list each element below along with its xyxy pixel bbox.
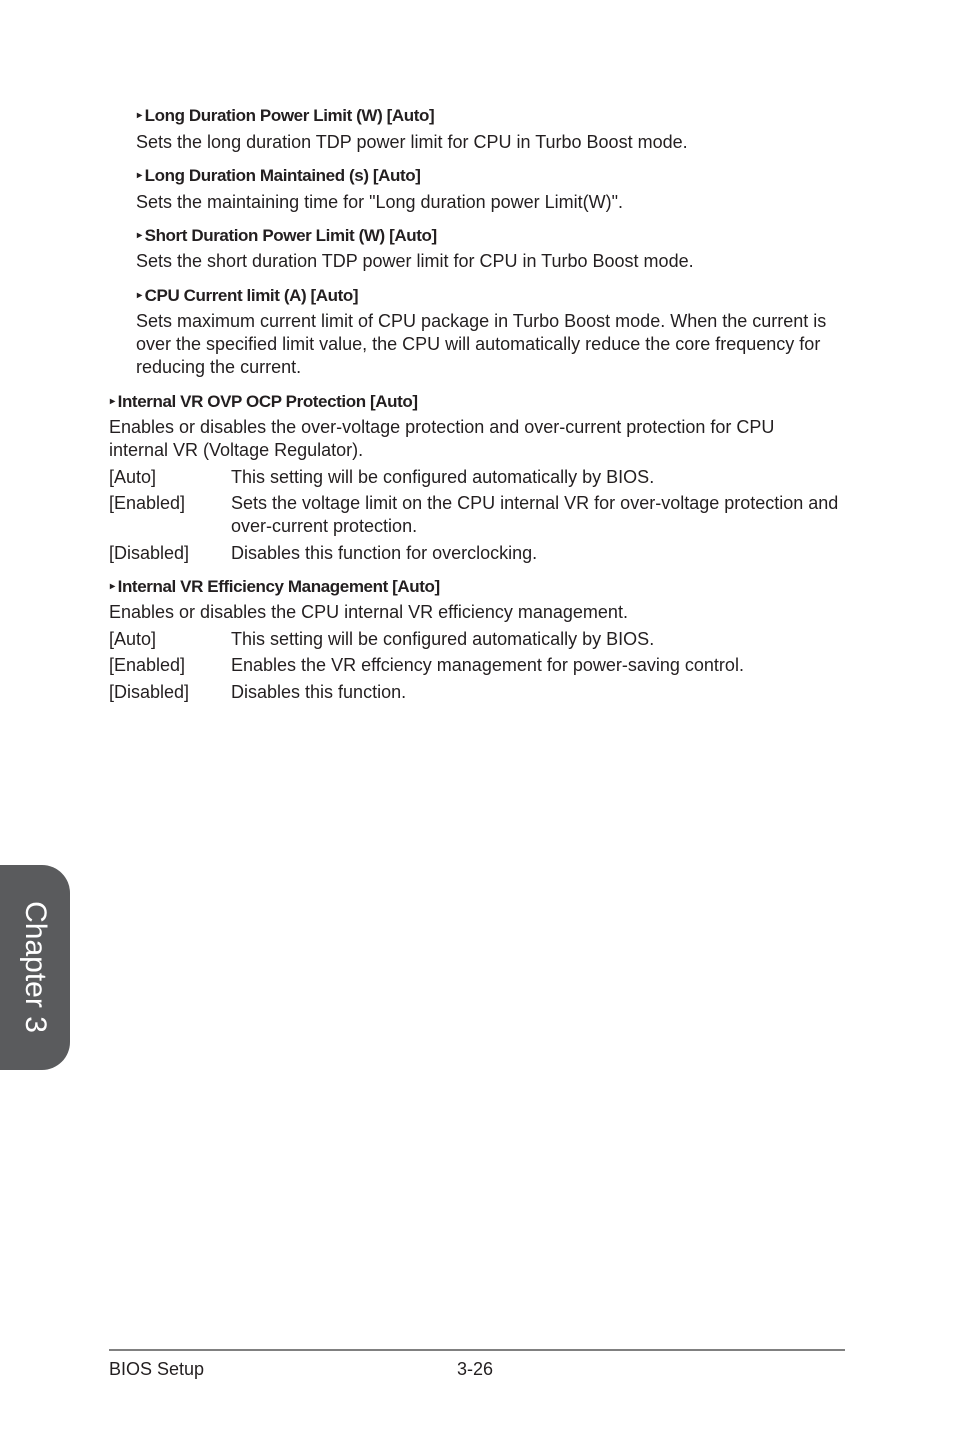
option-key: [Enabled]: [109, 655, 186, 675]
option-key: [Enabled]: [109, 493, 186, 513]
setting-internal-vr-ovp-ocp-description: Enables or disables the over-voltage protection and over-current protection for CPU internal VR (Voltage Regulator).: [109, 417, 775, 460]
setting-long-duration-maintained-title: ▸ Long Duration Maintained (s) [Auto]: [137, 166, 421, 185]
bullet-triangle-icon: ▸: [137, 290, 142, 301]
option-value: Enables the VR effciency management for power-saving control.: [231, 655, 744, 675]
chapter-tab: [0, 865, 70, 1070]
bullet-triangle-icon: ▸: [110, 396, 115, 407]
footer-page-number: 3-26: [457, 1359, 494, 1379]
bullet-triangle-icon: ▸: [137, 170, 142, 181]
option-value: This setting will be configured automatically by BIOS.: [231, 467, 655, 487]
setting-internal-vr-ovp-ocp-title: ▸ Internal VR OVP OCP Protection [Auto]: [110, 392, 418, 411]
bullet-triangle-icon: ▸: [110, 581, 115, 592]
option-value: Disables this function.: [231, 682, 407, 702]
option-key: [Disabled]: [109, 543, 190, 563]
setting-internal-vr-efficiency-title: ▸ Internal VR Efficiency Management [Auto]: [110, 577, 440, 596]
setting-internal-vr-efficiency-description: Enables or disables the CPU internal VR efficiency management.: [109, 602, 628, 622]
setting-short-duration-power-limit-title: ▸ Short Duration Power Limit (W) [Auto]: [137, 226, 437, 245]
bullet-triangle-icon: ▸: [137, 110, 142, 121]
footer-divider: [109, 1349, 845, 1351]
option-key: [Disabled]: [109, 682, 190, 702]
setting-long-duration-power-limit-description: Sets the long duration TDP power limit for CPU in Turbo Boost mode.: [136, 132, 688, 152]
footer-section-title: BIOS Setup: [109, 1359, 205, 1379]
option-value: Disables this function for overclocking.: [231, 543, 538, 563]
setting-short-duration-power-limit-description: Sets the short duration TDP power limit for CPU in Turbo Boost mode.: [136, 251, 694, 271]
option-key: [Auto]: [109, 467, 157, 487]
chapter-tab-label: Chapter 3: [19, 901, 52, 1033]
setting-long-duration-maintained-description: Sets the maintaining time for "Long duration power Limit(W)".: [136, 192, 623, 212]
option-value: Sets the voltage limit on the CPU internal VR for over-voltage protection and over-current protection.: [231, 493, 839, 536]
bullet-triangle-icon: ▸: [137, 230, 142, 241]
setting-cpu-current-limit-description: Sets maximum current limit of CPU package in Turbo Boost mode. When the current is over the specified limit value, the CPU will automatically reduce the core frequency for reducing the current.: [136, 311, 827, 377]
option-value: This setting will be configured automatically by BIOS.: [231, 629, 655, 649]
option-key: [Auto]: [109, 629, 157, 649]
setting-long-duration-power-limit-title: ▸ Long Duration Power Limit (W) [Auto]: [137, 106, 435, 125]
setting-cpu-current-limit-title: ▸ CPU Current limit (A) [Auto]: [137, 286, 359, 305]
